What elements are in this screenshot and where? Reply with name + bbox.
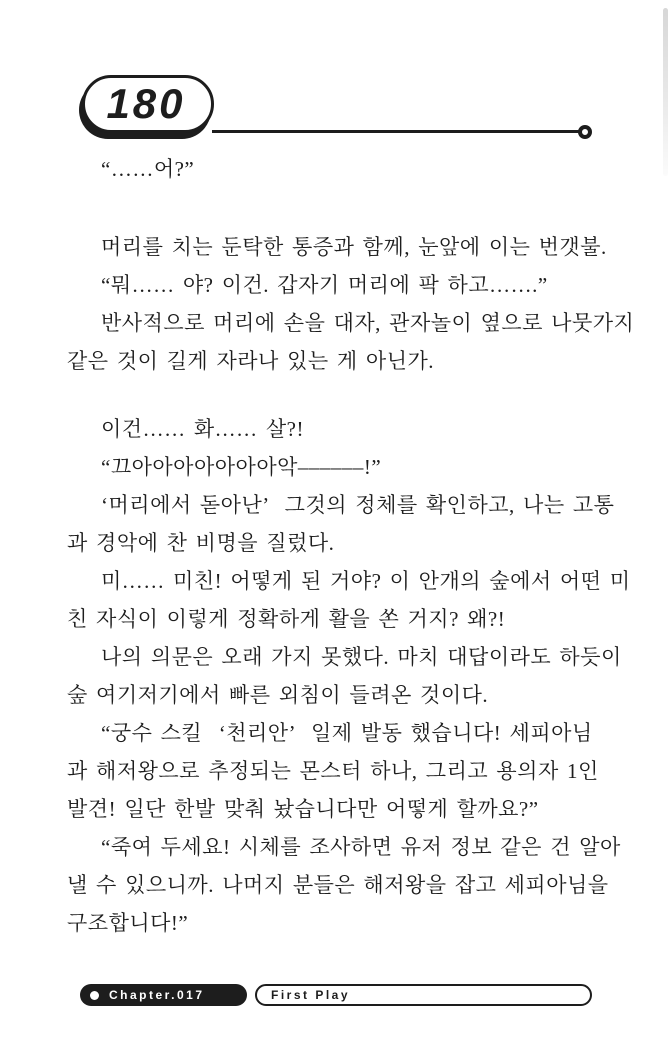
header-rule <box>212 130 580 133</box>
paragraph-block <box>67 150 619 188</box>
text-line: 같은 것이 길게 자라나 있는 게 아닌가. <box>67 349 435 373</box>
text-line: 이건…… 화…… 살?! <box>101 417 304 441</box>
header-rule-end-ring-icon <box>578 125 592 139</box>
text-line: 과 해저왕으로 추정되는 몬스터 하나, 그리고 용의자 1인 <box>67 759 599 783</box>
text-line: “죽여 두세요! 시체를 조사하면 유저 정보 같은 건 알아 <box>101 835 621 859</box>
text-line: 머리를 치는 둔탁한 통증과 함께, 눈앞에 이는 번갯불. <box>101 235 607 259</box>
body-text <box>67 150 635 942</box>
paragraph-block <box>67 410 631 942</box>
page-number: 180 <box>106 80 186 127</box>
text-line: 과 경악에 찬 비명을 질렀다. <box>67 531 335 555</box>
bullet-dot-icon <box>90 991 99 1000</box>
text-line: 낼 수 있으니까. 나머지 분들은 해저왕을 잡고 세피아님을 <box>67 873 609 897</box>
text-line: “끄아아아아아아아악––––––!” <box>101 455 382 479</box>
chapter-badge <box>80 984 247 1006</box>
text-line: “궁수 스킬 ‘천리안’ 일제 발동 했습니다! 세피아님 <box>101 721 593 745</box>
book-title-label: First Play <box>271 988 351 1002</box>
page-number-badge <box>82 75 214 133</box>
text-line: “뭐…… 야? 이건. 갑자기 머리에 팍 하고…….” <box>101 273 548 297</box>
text-line: 반사적으로 머리에 손을 대자, 관자놀이 옆으로 나뭇가지 <box>101 311 635 335</box>
text-line: 친 자식이 이렇게 정확하게 활을 쏜 거지? 왜?! <box>67 607 506 631</box>
text-line: 숲 여기저기에서 빠른 외침이 들려온 것이다. <box>67 683 489 707</box>
page-edge-shadow <box>663 8 668 176</box>
text-line: 구조합니다!” <box>67 911 189 935</box>
book-title-badge <box>255 984 592 1006</box>
text-line: 미…… 미친! 어떻게 된 거야? 이 안개의 숲에서 어떤 미 <box>101 569 631 593</box>
text-line: ‘머리에서 돋아난’ 그것의 정체를 확인하고, 나는 고통 <box>101 493 615 517</box>
text-line: “……어?” <box>101 157 195 181</box>
text-line: 나의 의문은 오래 가지 못했다. 마치 대답이라도 하듯이 <box>101 645 622 669</box>
chapter-label: Chapter.017 <box>109 988 205 1002</box>
paragraph-block <box>67 228 635 380</box>
text-line: 발견! 일단 한발 맞춰 놨습니다만 어떻게 할까요?” <box>67 797 539 821</box>
